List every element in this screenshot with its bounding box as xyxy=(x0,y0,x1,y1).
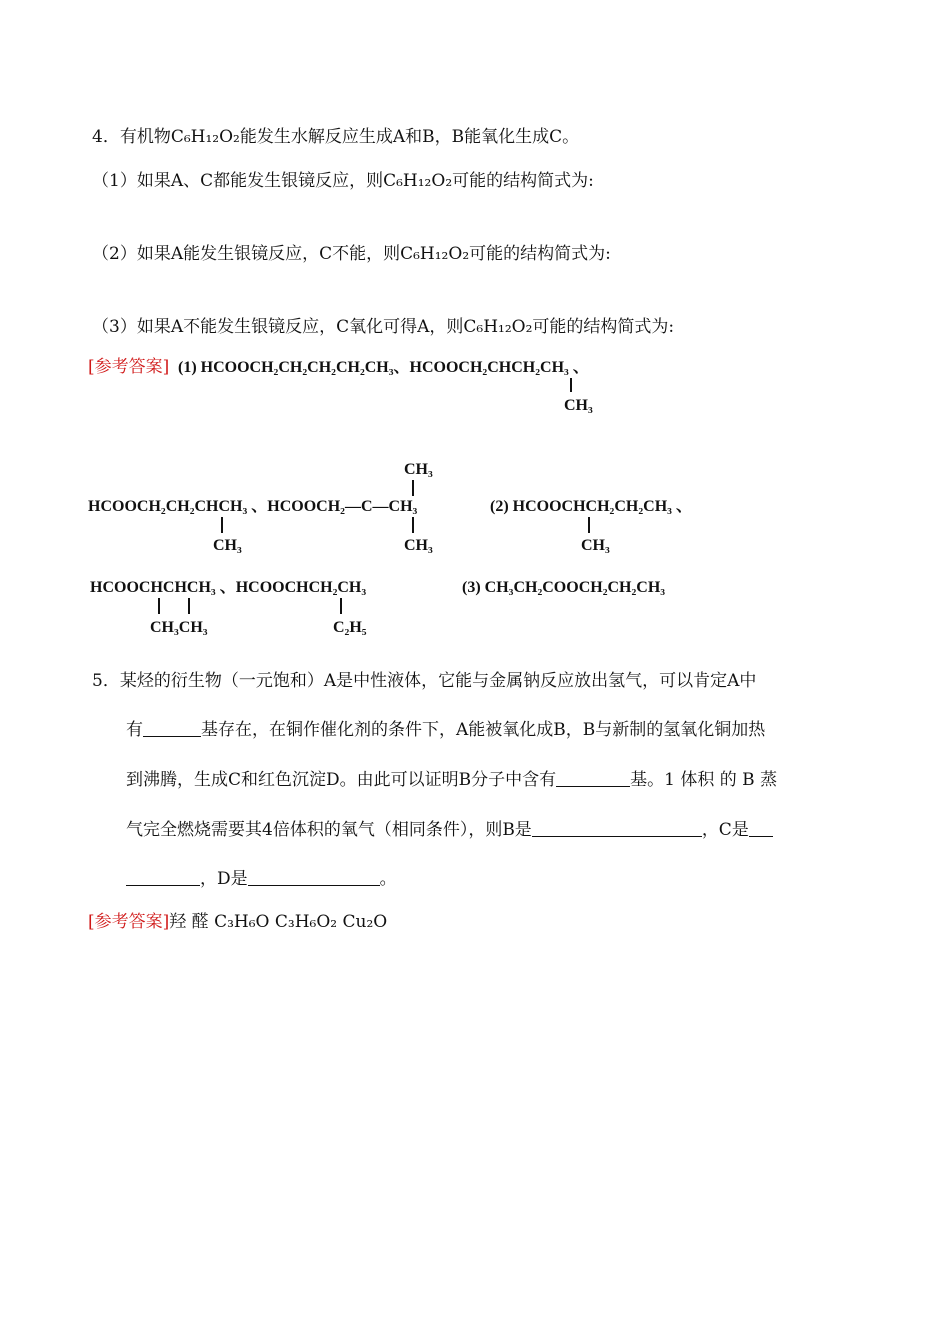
q4-stem: 4．有机物C₆H₁₂O₂能发生水解反应生成A和B，B能氧化生成C。 xyxy=(92,127,580,147)
structure-2-top-branch: CH₃ xyxy=(404,461,433,478)
structure-6: (3) CH₃CH₂COOCH₂CH₂CH₃ xyxy=(462,579,666,596)
blank-1[interactable] xyxy=(143,720,201,737)
structure-2b-bottom-branch: CH₃ xyxy=(404,537,433,554)
structure-1: (1) HCOOCH₂CH₂CH₂CH₂CH₃、HCOOCH₂CHCH₂CH₃ 、 xyxy=(178,359,589,376)
q4-part3: （3）如果A不能发生银镜反应，C氧化可得A，则C₆H₁₂O₂可能的结构简式为: xyxy=(92,317,675,337)
q5-answer xyxy=(88,911,387,933)
structure-2: HCOOCH₂CH₂CHCH₃ 、HCOOCH₂—C—CH₃ xyxy=(88,498,418,515)
structure-1-branch: CH₃ xyxy=(564,397,593,414)
structure-5-branch: C₂H₅ xyxy=(333,619,367,636)
q5-line-1: 5．某烃的衍生物（一元饱和）A是中性液体，它能与金属钠反应放出氢气，可以肯定A中 xyxy=(92,671,757,691)
structure-4: HCOOCHCHCH₃ 、HCOOCHCH₂CH₃ xyxy=(90,579,367,596)
blank-4-start[interactable] xyxy=(749,820,773,837)
structure-4-branches: CH₃CH₃ xyxy=(150,619,208,636)
q5-line-2: 有 基存在，在铜作催化剂的条件下，A能被氧化成B，B与新制的氢氧化铜加热 xyxy=(126,720,766,740)
blank-5[interactable] xyxy=(248,869,380,886)
blank-4-end[interactable] xyxy=(126,869,200,886)
q5-line-5: ，D是 。 xyxy=(126,868,397,890)
structure-3: (2) HCOOCHCH₂CH₂CH₃ 、 xyxy=(490,498,692,515)
bond-line xyxy=(412,480,414,496)
bond-line xyxy=(188,598,190,614)
q4-answer-tag: [参考答案] xyxy=(88,357,170,377)
q5-line-4: 气完全燃烧需要其4倍体积的氧气（相同条件），则B是 ，C是 xyxy=(126,819,773,841)
q5-line-3: 到沸腾，生成C和红色沉淀D。由此可以证明B分子中含有 基。1 体积 的 B 蒸 xyxy=(126,770,778,790)
bond-line xyxy=(158,598,160,614)
blank-2[interactable] xyxy=(556,770,630,787)
q5-answer-text: 羟 醛 C₃H₆O C₃H₆O₂ Cu₂O xyxy=(169,912,388,932)
bond-line xyxy=(221,517,223,533)
structure-2a-branch: CH₃ xyxy=(213,537,242,554)
bond-line xyxy=(570,378,572,392)
bond-line xyxy=(412,517,414,533)
bond-line xyxy=(588,517,590,533)
structure-3-branch: CH₃ xyxy=(581,537,610,554)
q4-part1: （1）如果A、C都能发生银镜反应，则C₆H₁₂O₂可能的结构简式为: xyxy=(92,171,594,191)
q5-answer-tag: [参考答案] xyxy=(88,912,170,932)
bond-line xyxy=(340,598,342,614)
q4-part2: （2）如果A能发生银镜反应，C不能，则C₆H₁₂O₂可能的结构简式为: xyxy=(92,244,611,264)
blank-3[interactable] xyxy=(532,820,702,837)
